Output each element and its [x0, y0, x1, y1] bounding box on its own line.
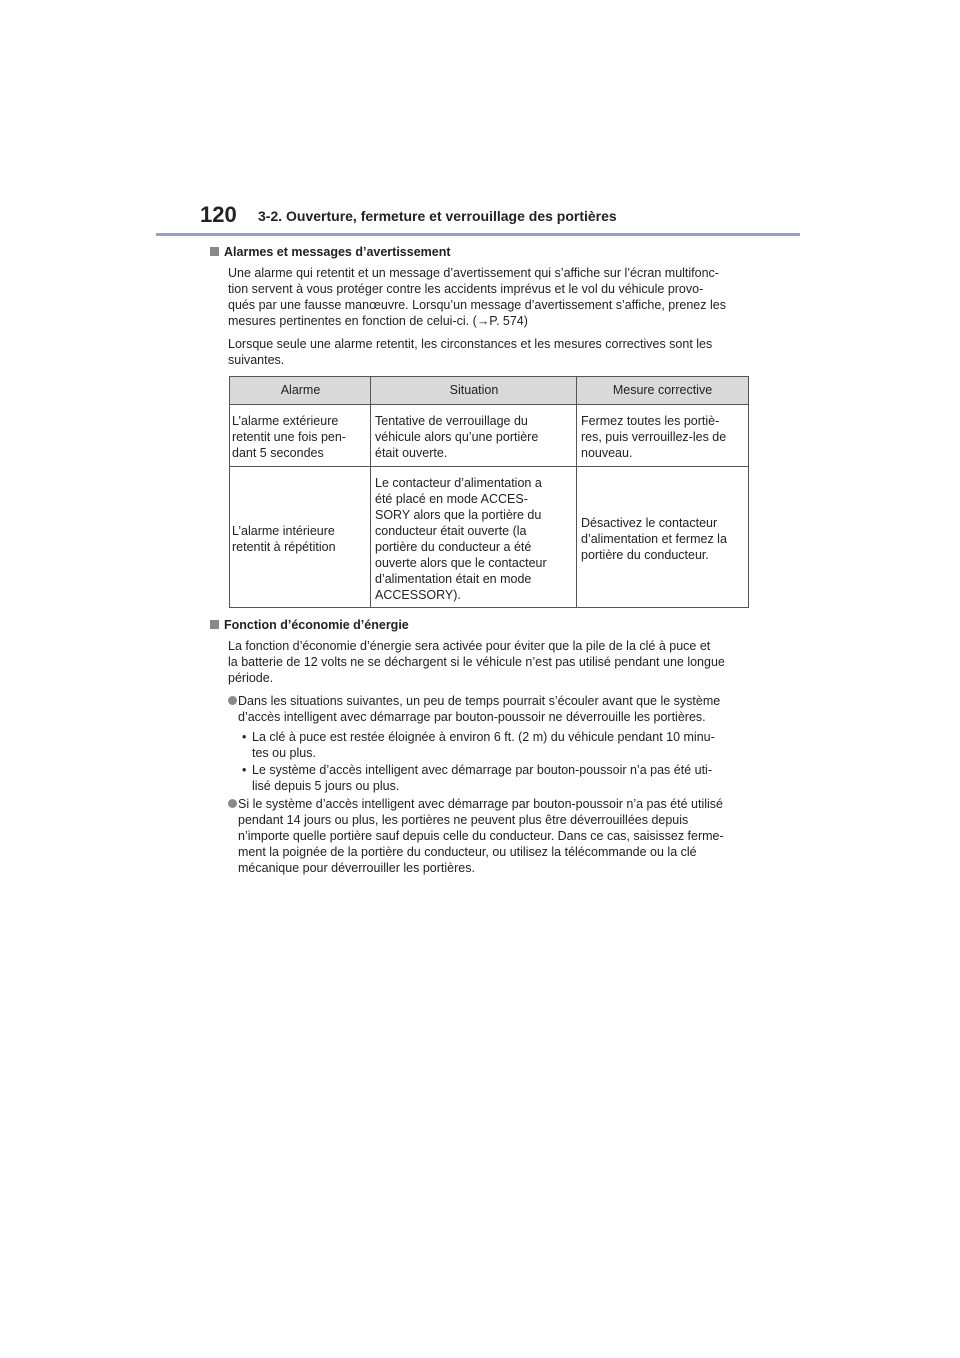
text-line: était ouverte.: [375, 446, 448, 460]
text-line: res, puis verrouillez-les de: [581, 430, 727, 444]
round-bullet-icon: [228, 799, 237, 808]
text-line: ment la poignée de la portière du conducteur, ou utilisez la télécommande ou la clé: [238, 845, 697, 859]
table-header-situation: Situation: [449, 383, 499, 397]
text-line: d’accès intelligent avec démarrage par bouton-poussoir ne déverrouille les portières.: [238, 710, 706, 724]
dot-marker: •: [242, 730, 247, 744]
text-line: Tentative de verrouillage du: [375, 414, 528, 428]
sub-list-item: [238, 762, 748, 794]
text-line: tes ou plus.: [252, 746, 316, 760]
text-line: conducteur était ouverte (la: [375, 524, 527, 538]
text-line: mesures pertinentes en fonction de celui-ci. (→P. 574): [228, 314, 528, 328]
text-line: suivantes.: [228, 353, 285, 367]
text-line: Dans les situations suivantes, un peu de temps pourrait s’écouler avant que le système: [238, 694, 721, 708]
text-line: pendant 14 jours ou plus, les portières ne peuvent plus être déverrouillées depuis: [238, 813, 689, 827]
header-rule: [156, 233, 800, 236]
table-cell-alarme-row1: [232, 413, 362, 461]
table-cell-situation-row2: [375, 475, 569, 603]
table-divider: [576, 377, 577, 607]
table-header-mesure: Mesure corrective: [612, 383, 713, 397]
text-line: été placé en mode ACCES-: [375, 492, 528, 506]
table-cell-situation-row1: [375, 413, 569, 461]
round-bullet-icon: [228, 696, 237, 705]
chapter-title: 3-2. Ouverture, fermeture et verrouillage des portières: [258, 208, 617, 224]
list-item: [228, 796, 750, 876]
text-line: portière du conducteur.: [581, 548, 709, 562]
text-line: ACCESSORY).: [375, 588, 461, 602]
list-item: [228, 693, 750, 725]
text-line: Une alarme qui retentit et un message d’avertissement qui s’affiche sur l’écran multifonc-: [228, 266, 719, 280]
text-line: nouveau.: [581, 446, 633, 460]
text-line: ouverte alors que le contacteur: [375, 556, 547, 570]
section-title-alarmes: [210, 245, 451, 259]
alarm-table: [229, 376, 749, 608]
text-line: n’importe quelle portière sauf depuis celle du conducteur. Dans ce cas, saisissez ferme-: [238, 829, 724, 843]
text-line: Le contacteur d’alimentation a: [375, 476, 542, 490]
text-line: La clé à puce est restée éloignée à environ 6 ft. (2 m) du véhicule pendant 10 minu-: [252, 730, 715, 744]
table-cell-mesure-row1: [581, 413, 741, 461]
text-line: La fonction d’économie d’énergie sera activée pour éviter que la pile de la clé à puce et: [228, 639, 711, 653]
text-line: lisé depuis 5 jours ou plus.: [252, 779, 400, 793]
table-cell-alarme-row2: [232, 523, 362, 555]
text-line: Si le système d’accès intelligent avec démarrage par bouton-poussoir n’a pas été utilisé: [238, 797, 723, 811]
section-title-text: Alarmes et messages d’avertissement: [224, 245, 451, 259]
text-line: portière du conducteur a été: [375, 540, 532, 554]
text-line: Fermez toutes les portiè-: [581, 414, 720, 428]
text-line: tion servent à vous protéger contre les accidents imprévus et le vol du véhicule provo-: [228, 282, 704, 296]
text-line: d’alimentation était en mode: [375, 572, 532, 586]
text-line: Désactivez le contacteur: [581, 516, 718, 530]
table-header-alarme: Alarme: [280, 383, 321, 397]
table-divider: [370, 377, 371, 607]
sub-list-item: [238, 729, 748, 761]
text-line: Lorsque seule une alarme retentit, les circonstances et les mesures correctives sont les: [228, 337, 713, 351]
page-number: 120: [200, 202, 237, 227]
paragraph-alarmes-intro: [228, 265, 750, 329]
section-title-economie: [210, 618, 409, 632]
text-line: véhicule alors qu’une portière: [375, 430, 539, 444]
text-line: mécanique pour déverrouiller les portières.: [238, 861, 475, 875]
text-line: période.: [228, 671, 274, 685]
text-line: L’alarme extérieure: [232, 414, 339, 428]
table-divider: [230, 466, 748, 467]
section-title-text: Fonction d’économie d’énergie: [224, 618, 409, 632]
text-line: Le système d’accès intelligent avec démarrage par bouton-poussoir n’a pas été uti-: [252, 763, 712, 777]
text-line: retentit une fois pen-: [232, 430, 346, 444]
text-line: SORY alors que la portière du: [375, 508, 542, 522]
text-line: d’alimentation et fermez la: [581, 532, 727, 546]
table-cell-mesure-row2: [581, 515, 741, 563]
paragraph-economie-intro: [228, 638, 750, 686]
square-bullet-icon: [210, 247, 219, 256]
text-line: dant 5 secondes: [232, 446, 324, 460]
square-bullet-icon: [210, 620, 219, 629]
text-line: qués par une fausse manœuvre. Lorsqu’un message d’avertissement s’affiche, prenez les: [228, 298, 726, 312]
dot-marker: •: [242, 763, 247, 777]
text-line: la batterie de 12 volts ne se déchargent si le véhicule n’est pas utilisé pendant une longue: [228, 655, 725, 669]
paragraph-alarmes-table-intro: [228, 336, 750, 368]
text-line: retentit à répétition: [232, 540, 336, 554]
page-header: [200, 202, 800, 236]
text-line: L’alarme intérieure: [232, 524, 335, 538]
